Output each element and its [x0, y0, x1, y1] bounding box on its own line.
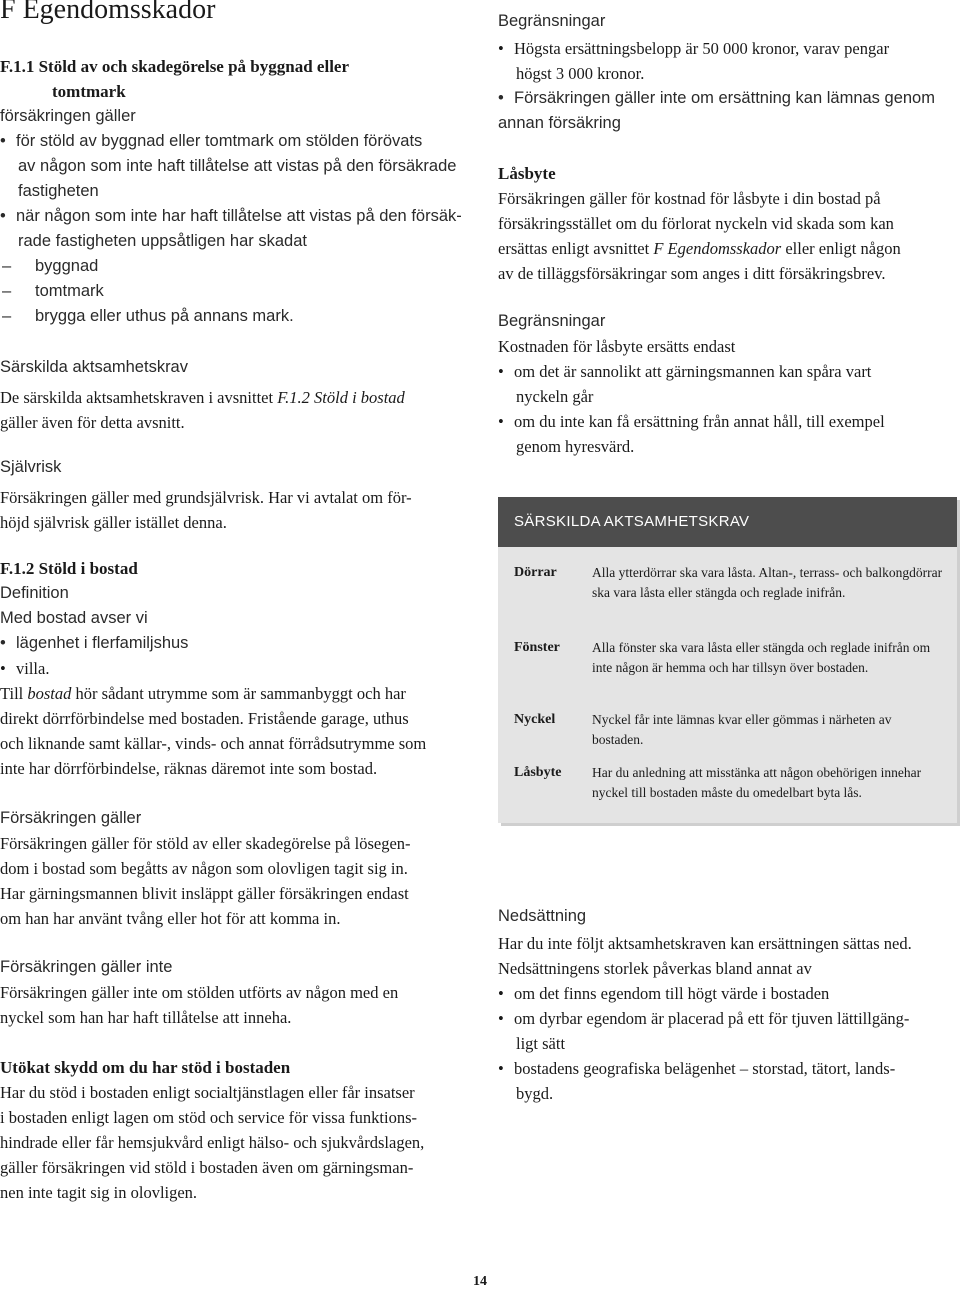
list-item: • för stöld av byggnad eller tomtmark om stölden förövats: [0, 129, 470, 154]
list-item: • lägenhet i flerfamiljshus: [0, 631, 470, 656]
subheading: Försäkringen gäller inte: [0, 958, 173, 976]
paragraph-line: om han har använt tvång eller hot för att komma in.: [0, 909, 341, 928]
box-title: SÄRSKILDA AKTSAMHETSKRAV: [498, 497, 957, 547]
section-title: F.1.1 Stöld av och skadegörelse på byggnad eller: [0, 57, 350, 76]
paragraph-line: höjd självrisk gäller istället denna.: [0, 513, 227, 532]
forsakringen-galler-inte-section: [0, 955, 470, 1030]
begransningar-section: [498, 9, 960, 136]
paragraph-line: hindrade eller får hemsjukvård enligt hälso- och sjukvårdslagen,: [0, 1133, 425, 1152]
dash-item: – byggnad: [0, 254, 470, 279]
paragraph-line: nyckel som han har haft tillåtelse att inneha.: [0, 1008, 292, 1027]
list-item: • om du inte kan få ersättning från annat håll, till exempel: [498, 409, 960, 434]
row-key: Nyckel: [514, 712, 556, 727]
list-item: • om dyrbar egendom är placerad på ett för tjuven lättillgäng-: [498, 1006, 960, 1031]
paragraph-line: [498, 236, 960, 261]
row-value: Alla ytterdörrar ska vara låsta. Altan-, terrass- och balkongdörrar ska vara låsta eller stängda och reglade inifrån.: [592, 565, 943, 600]
list-item: • om det är sannolikt att gärningsmannen kan spåra vart: [498, 359, 960, 384]
list-item-cont: rade fastigheten uppsåtligen har skadat: [18, 232, 307, 250]
paragraph-line: Försäkringen gäller för stöld av eller skadegörelse på lösegen-: [0, 834, 411, 853]
row-value: Har du anledning att misstänka att någon obehörigen innehar nyckel till bostaden måste du omedelbart byta lås.: [592, 765, 922, 800]
row-key: Låsbyte: [514, 765, 562, 780]
section-f11: [0, 54, 470, 329]
list-item: • bostadens geografiska belägenhet – storstad, tätort, lands-: [498, 1056, 960, 1081]
paragraph-line: [0, 385, 470, 410]
section-f12: [0, 556, 470, 781]
subheading: Definition: [0, 584, 69, 602]
paragraph-line: Kostnaden för låsbyte ersätts endast: [498, 337, 736, 356]
subheading: Begränsningar: [498, 312, 606, 330]
aktsamhetskrav-box: [498, 497, 957, 823]
paragraph-line: Med bostad avser vi: [0, 609, 148, 627]
text: hör sådant utrymme som är sammanbyggt och har: [71, 684, 406, 703]
chapter-title: F Egendomsskador: [0, 0, 216, 25]
list-item: • Försäkringen gäller inte om ersättning kan lämnas genom: [498, 86, 960, 111]
subheading: Självrisk: [0, 458, 62, 476]
paragraph-line: inte har dörrförbindelse, räknas däremot inte som bostad.: [0, 759, 378, 778]
text: Till: [0, 684, 28, 703]
list-item-cont: av någon som inte haft tillåtelse att vistas på den försäkrade: [18, 157, 457, 175]
subheading: Begränsningar: [498, 12, 606, 30]
section-title: Låsbyte: [498, 164, 556, 183]
list-item-cont: genom hyresvärd.: [516, 437, 635, 456]
paragraph-line: Har du stöd i bostaden enligt socialtjänstlagen eller får insatser: [0, 1083, 415, 1102]
paragraph-line: nen inte tagit sig in olovligen.: [0, 1183, 198, 1202]
nedsattning-section: [498, 904, 960, 1106]
page-number: 14: [473, 1274, 487, 1289]
list-item-cont: ligt sätt: [516, 1034, 566, 1053]
begransningar-lasbyte-section: [498, 309, 960, 459]
section-title: F.1.2 Stöld i bostad: [0, 559, 138, 578]
paragraph-line: Försäkringen gäller med grundsjälvrisk. Har vi avtalat om för-: [0, 488, 412, 507]
paragraph-line: Har du inte följt aktsamhetskraven kan ersättningen sättas ned.: [498, 934, 912, 953]
subheading: Nedsättning: [498, 907, 587, 925]
paragraph-line: Försäkringen gäller inte om stölden utförts av någon med en: [0, 983, 399, 1002]
section-title: Utökat skydd om du har stöd i bostaden: [0, 1058, 291, 1077]
subheading: Försäkringen gäller: [0, 809, 142, 827]
paragraph-line: [0, 681, 470, 706]
dash-item: – brygga eller uthus på annans mark.: [0, 304, 470, 329]
list-item-cont: fastigheten: [18, 182, 99, 200]
paragraph-line: av de tilläggsförsäkringar som anges i ditt försäkringsbrev.: [498, 264, 886, 283]
lasbyte-section: [498, 161, 960, 286]
row-key: Dörrar: [514, 565, 557, 580]
paragraph-line: i bostaden enligt lagen om stöd och service för vissa funktions-: [0, 1108, 417, 1127]
list-item: • när någon som inte har haft tillåtelse att vistas på den försäk-: [0, 204, 470, 229]
paragraph-line: Har gärningsmannen blivit insläppt gäller försäkringen endast: [0, 884, 409, 903]
subheading: försäkringen gäller: [0, 107, 136, 125]
paragraph-line: och liknande samt källar-, vinds- och annat förrådsutrymme som: [0, 734, 427, 753]
row-value: Alla fönster ska vara låsta eller stängda och reglade inifrån om inte någon är hemma och har tillsyn över bostaden.: [592, 640, 931, 675]
list-item: • Högsta ersättningsbelopp är 50 000 kronor, varav pengar: [498, 36, 960, 61]
forsakringen-galler-section: [0, 806, 470, 931]
sjalvrisk-section: [0, 455, 470, 535]
row-key: Fönster: [514, 640, 560, 655]
text: De särskilda aktsamhetskraven i avsnittet: [0, 388, 278, 407]
text: eller enligt någon: [781, 239, 901, 258]
dash-item: – tomtmark: [0, 279, 470, 304]
emphasis: bostad: [27, 684, 72, 703]
paragraph-line: gäller försäkringen vid stöld i bostaden även om gärningsman-: [0, 1158, 414, 1177]
list-item-cont: annan försäkring: [498, 114, 621, 132]
text: ersättas enligt avsnittet: [498, 239, 654, 258]
row-value: Nyckel får inte lämnas kvar eller gömmas i närheten av bostaden.: [592, 712, 892, 747]
paragraph-line: Försäkringen gäller för kostnad för låsbyte i din bostad på: [498, 189, 881, 208]
paragraph-line: direkt dörrförbindelse med bostaden. Fristående garage, uthus: [0, 709, 409, 728]
list-item-cont: bygd.: [516, 1084, 554, 1103]
list-item: • om det finns egendom till högt värde i bostaden: [498, 981, 960, 1006]
section-title-cont: tomtmark: [52, 82, 126, 101]
subheading: Särskilda aktsamhetskrav: [0, 358, 188, 376]
paragraph-line: Nedsättningens storlek påverkas bland annat av: [498, 959, 812, 978]
utokat-skydd-section: [0, 1055, 470, 1205]
list-item-cont: nyckeln går: [516, 387, 594, 406]
aktsamhet-section: [0, 355, 470, 435]
reference-link: F Egendomsskador: [653, 239, 782, 258]
paragraph-line: dom i bostad som begåtts av någon som olovligen tagit sig in.: [0, 859, 408, 878]
reference-link: F.1.2 Stöld i bostad: [277, 388, 405, 407]
paragraph-line: gäller även för detta avsnitt.: [0, 413, 185, 432]
list-item: • villa.: [0, 656, 470, 681]
list-item-cont: högst 3 000 kronor.: [516, 64, 645, 83]
paragraph-line: försäkringsstället om du förlorat nyckeln vid skada som kan: [498, 214, 894, 233]
